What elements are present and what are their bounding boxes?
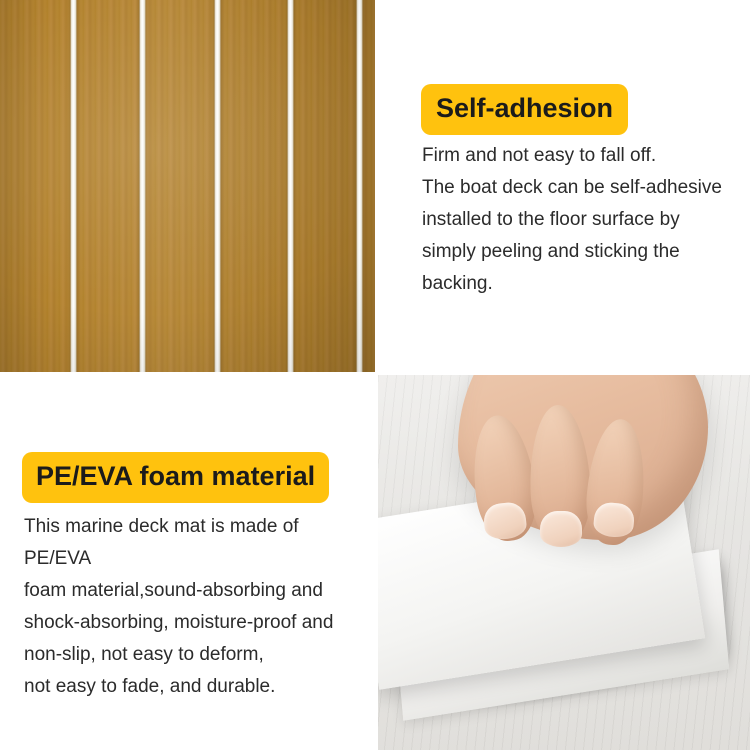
self-adhesion-description (422, 140, 742, 300)
peel-demo-background (378, 375, 750, 750)
foam-material-panel-background (0, 375, 375, 750)
self-adhesion-panel-background (378, 0, 750, 372)
description-line: The boat deck can be self-adhesive (422, 177, 722, 198)
description-line: This marine deck mat is made of PE/EVA (24, 516, 299, 569)
fingernail (540, 511, 582, 547)
foam-material-panel (0, 375, 375, 750)
peel-demo-image (378, 375, 750, 750)
description-line: Firm and not easy to fall off. (422, 145, 657, 166)
foam-material-description (24, 511, 364, 703)
description-line: installed to the floor surface by (422, 209, 680, 230)
deck-lighting-overlay (0, 0, 375, 372)
description-line: not easy to fade, and durable. (24, 676, 276, 697)
foam-material-badge: PE/EVA foam material (22, 452, 329, 503)
teak-deck-image (0, 0, 375, 372)
description-line: backing. (422, 273, 493, 294)
self-adhesion-panel (378, 0, 750, 372)
description-line: non-slip, not easy to deform, (24, 644, 264, 665)
horizontal-divider (0, 372, 750, 375)
description-line: foam material,sound-absorbing and (24, 580, 323, 601)
description-line: shock-absorbing, moisture-proof and (24, 612, 334, 633)
vertical-divider (375, 0, 378, 750)
self-adhesion-badge: Self-adhesion (421, 84, 628, 135)
description-line: simply peeling and sticking the (422, 241, 680, 262)
